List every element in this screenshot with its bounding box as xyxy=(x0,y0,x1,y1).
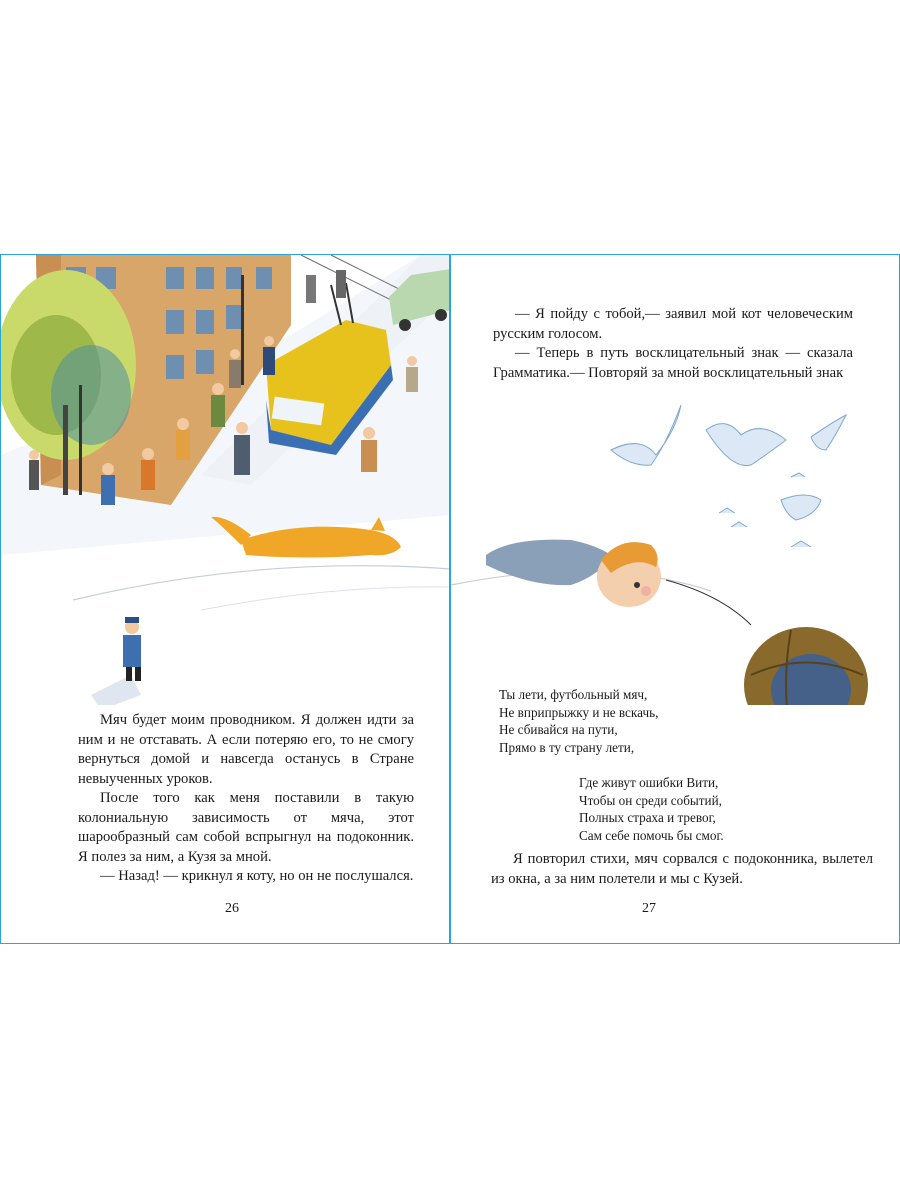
poem-stanza-1 xyxy=(499,686,658,756)
paragraph: — Теперь в путь восклицательный знак — сказала Грамматика.— Повторяй за мной восклицательный знак xyxy=(493,345,853,381)
policeman xyxy=(91,617,141,705)
left-page-text xyxy=(78,711,414,887)
right-page-bottom-text xyxy=(491,850,873,889)
boy-vitya xyxy=(486,540,661,607)
poem-stanza-2 xyxy=(579,774,724,844)
paragraph: Я повторил стихи, мяч сорвался с подоконника, вылетел из окна, а за ним полетели и мы с Кузей. xyxy=(491,851,873,887)
left-page xyxy=(0,254,450,944)
poem-line: Полных страха и тревог, xyxy=(579,810,716,826)
poem-line: Где живут ошибки Вити, xyxy=(579,775,719,790)
book-spread xyxy=(0,254,900,944)
poem-line: Прямо в ту страну лети, xyxy=(499,739,635,755)
paragraph: После того как меня поставили в такую колониальную зависимость от мяча, этот шарообразный сам собой вспрыгнул на подоконник. Я полез за ним, а Кузя за мной. xyxy=(78,790,414,865)
doves xyxy=(611,405,846,547)
page-number: 27 xyxy=(642,901,656,916)
poem-line: Сам себе помочь бы смог. xyxy=(579,827,724,843)
paragraph: — Я пойду с тобой,— заявил мой кот человеческим русским голосом. xyxy=(493,306,853,342)
poem-line: Чтобы он среди событий, xyxy=(579,792,722,808)
poem-line: Ты лети, футбольный мяч, xyxy=(499,687,648,702)
poem-line: Не вприпрыжку и не вскачь, xyxy=(499,704,659,720)
poem-line: Не сбивайся на пути, xyxy=(499,722,618,738)
right-page xyxy=(450,254,900,944)
paragraph: Мяч будет моим проводником. Я должен идти за ним и не отставать. А если потеряю его, то не смогу вернуться домой и навсегда останусь в Стране невыученных уроков. xyxy=(78,712,414,787)
page-number: 26 xyxy=(225,901,239,916)
street-illustration xyxy=(1,255,450,705)
lamp-post xyxy=(241,275,244,385)
right-page-top-text xyxy=(493,305,853,383)
football xyxy=(744,627,868,705)
paragraph: — Назад! — крикнул я коту, но он не послушался. xyxy=(100,868,414,884)
